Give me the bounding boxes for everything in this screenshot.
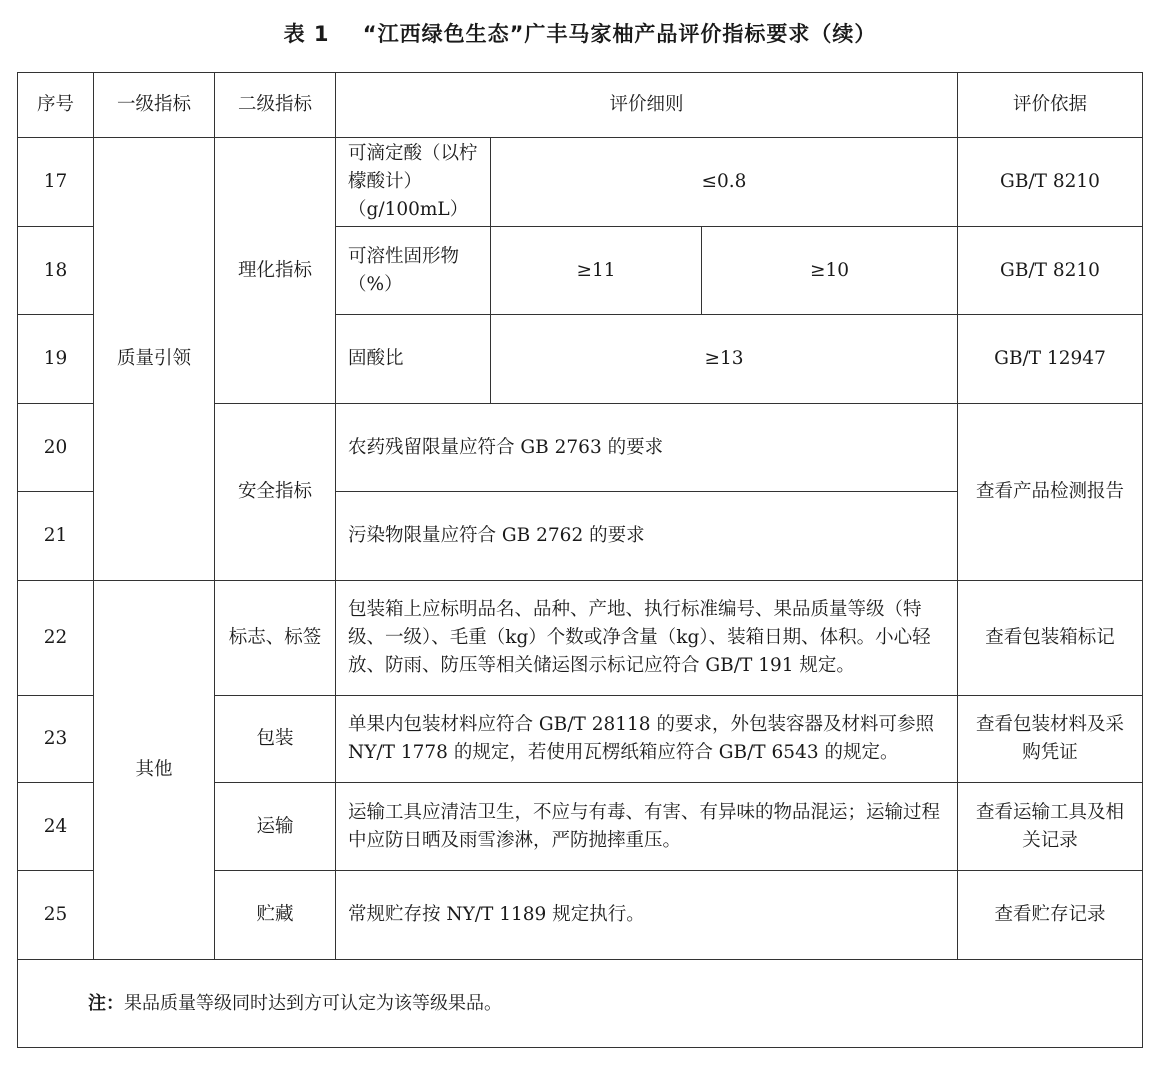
rule-text: 运输工具应清洁卫生，不应与有毒、有害、有异味的物品混运；运输过程中应防日晒及雨雪渗淋，严防抛摔重压。 [336,783,958,871]
row-basis: 查看包装箱标记 [958,581,1143,696]
row-number: 20 [18,404,94,492]
item-value: ≥13 [491,315,958,404]
header-row [18,73,1143,138]
evaluation-table [17,72,1143,1048]
group-storage: 贮藏 [215,871,336,960]
row-basis: GB/T 12947 [958,315,1143,404]
row-number: 22 [18,581,94,696]
row-number: 17 [18,138,94,227]
item-value-premium: ≥11 [491,227,702,315]
row-number: 19 [18,315,94,404]
group-transport: 运输 [215,783,336,871]
header-basis: 评价依据 [958,73,1143,138]
item-name: 可溶性固形物（%） [336,227,491,315]
row-basis: GB/T 8210 [958,138,1143,227]
group-quality: 质量引领 [94,138,215,581]
safety-basis: 查看产品检测报告 [958,404,1143,581]
rule-text: 单果内包装材料应符合 GB/T 28118 的要求，外包装容器及材料可参照 NY/T 1778 的规定，若使用瓦楞纸箱应符合 GB/T 6543 的规定。 [336,696,958,783]
header-seq: 序号 [18,73,94,138]
note-text: 果品质量等级同时达到方可认定为该等级果品。 [124,992,502,1014]
group-packaging: 包装 [215,696,336,783]
rule-text: 污染物限量应符合 GB 2762 的要求 [336,492,958,581]
table-row [18,581,1143,696]
group-safety: 安全指标 [215,404,336,581]
rule-text: 包装箱上应标明品名、品种、产地、执行标准编号、果品质量等级（特级、一级）、毛重（kg）个数或净含量（kg）、装箱日期、体积。小心轻放、防雨、防压等相关储运图示标记应符合 GB/T 191 规定。 [336,581,958,696]
item-name: 可滴定酸（以柠檬酸计）（g/100mL） [336,138,491,227]
group-labeling: 标志、标签 [215,581,336,696]
row-number: 18 [18,227,94,315]
rule-text: 常规贮存按 NY/T 1189 规定执行。 [336,871,958,960]
row-basis: GB/T 8210 [958,227,1143,315]
note-label: 注： [88,992,124,1014]
row-basis: 查看包装材料及采购凭证 [958,696,1143,783]
row-number: 21 [18,492,94,581]
item-value: ≤0.8 [491,138,958,227]
group-other: 其他 [94,581,215,960]
rule-text: 农药残留限量应符合 GB 2763 的要求 [336,404,958,492]
item-value-first: ≥10 [702,227,958,315]
group-physchem: 理化指标 [215,138,336,404]
table-row [18,138,1143,227]
row-number: 24 [18,783,94,871]
row-basis: 查看贮存记录 [958,871,1143,960]
header-level2: 二级指标 [215,73,336,138]
row-basis: 查看运输工具及相关记录 [958,783,1143,871]
note-row [18,960,1143,1048]
table-title: 表 1 “江西绿色生态”广丰马家柚产品评价指标要求（续） [283,22,877,46]
table-note [18,960,1143,1048]
row-number: 25 [18,871,94,960]
header-rules: 评价细则 [336,73,958,138]
item-name: 固酸比 [336,315,491,404]
header-level1: 一级指标 [94,73,215,138]
row-number: 23 [18,696,94,783]
